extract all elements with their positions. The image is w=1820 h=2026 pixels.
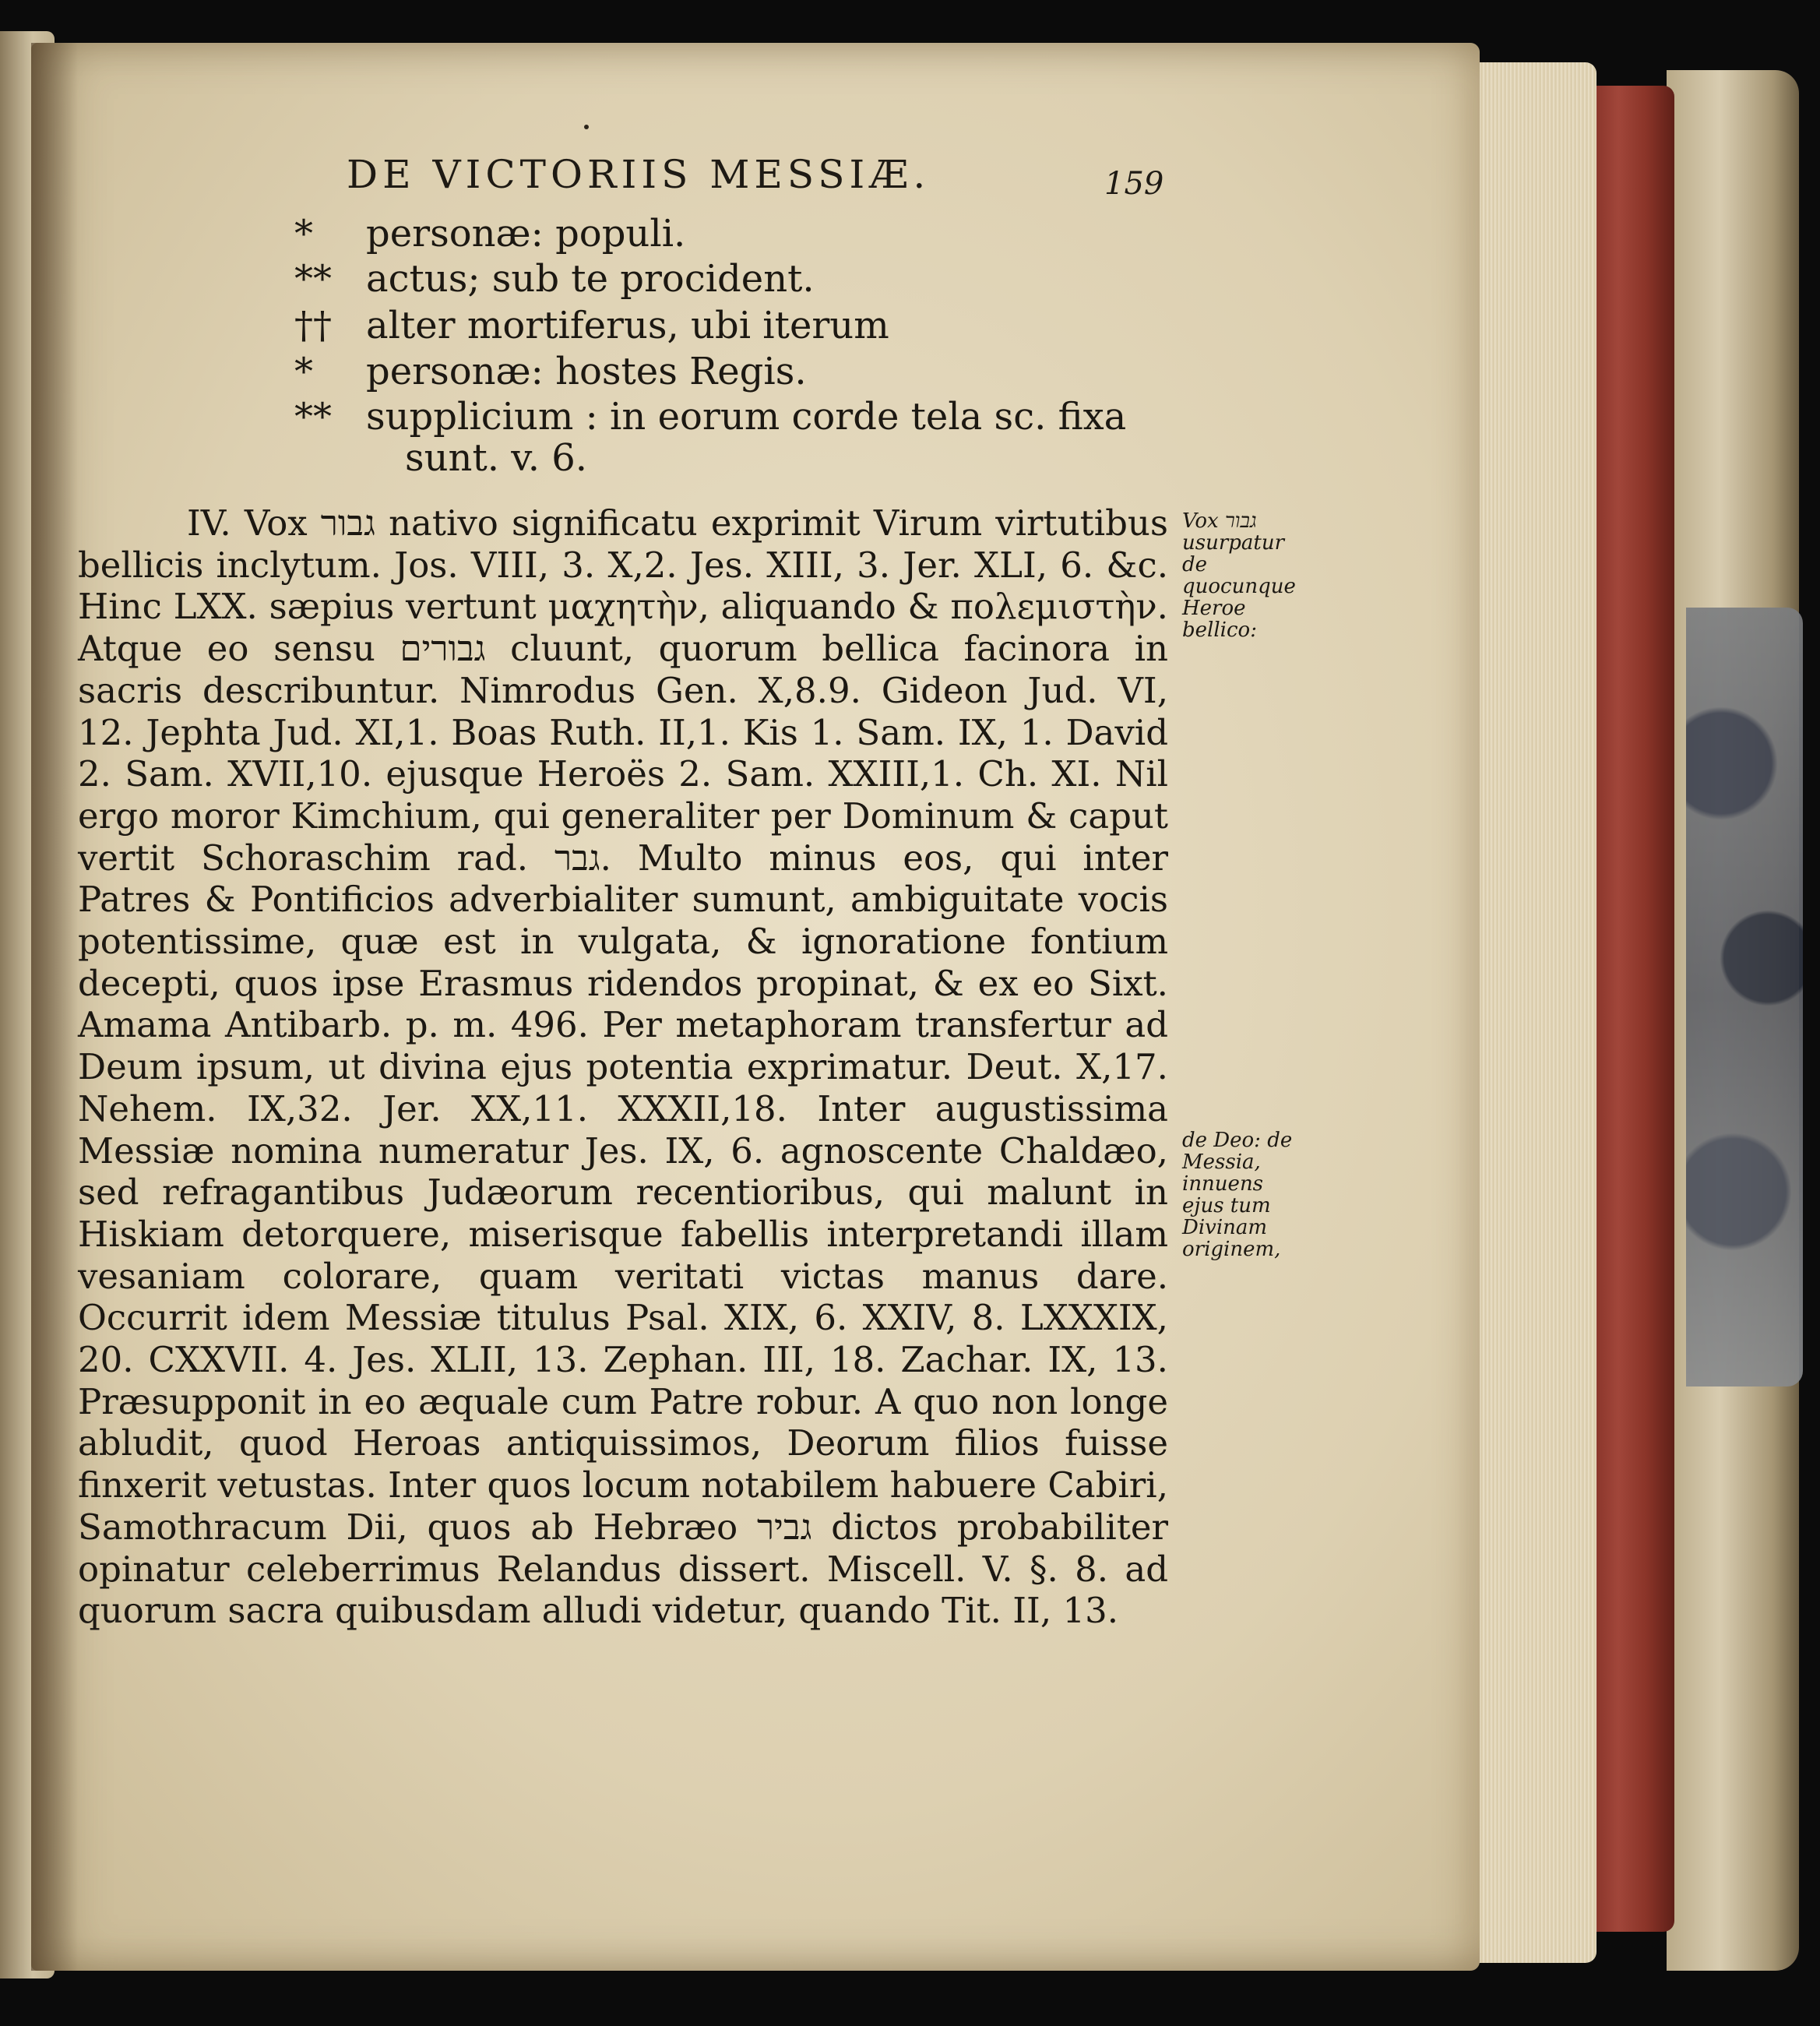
footnote-text: supplicium : in eorum corde tela sc. fixa: [366, 395, 1127, 439]
page-number: 159: [1104, 166, 1164, 202]
footnote-text: actus; sub te procident.: [366, 257, 815, 301]
footnote-text: personæ: populi.: [366, 212, 686, 255]
body-text-block: [78, 502, 1168, 1632]
footnote-line: [294, 255, 815, 302]
footnote-text: sunt. v. 6.: [405, 436, 587, 480]
body-paragraph: IV. Vox גבור nativo significatu exprimit Virum virtutibus bellicis inclytum. Jos. VIII, 3. X,2. Jes. XIII, 3. Jer. XLI, 6. &c. Hinc LXX. sæpius vertunt μαχητὴν, aliquando & πολεμιστὴν. Atque eo sensu גבורים cluunt, quorum bellica facinora in sacris describuntur. Nimrodus Gen. X,8.9. Gideon Jud. VI, 12. Jephta Jud. XI,1. Boas Ruth. II,1. Kis 1. Sam. IX, 1. David 2. Sam. XVII,10. ejusque Heroës 2. Sam. XXIII,1. Ch. XI. Nil ergo moror Kimchium, qui generaliter per Dominum & caput vertit Schoraschim rad. גבר. Multo minus eos, qui inter Patres & Pontificios adverbialiter sumunt, ambiguitate vocis potentissime, quæ est in vulgata, & ignoratione fontium decepti, quos ipse Erasmus ridendos propinat, & ex eo Sixt. Amama Antibarb. p. m. 496. Per metaphoram transfertur ad Deum ipsum, ut divina ejus potentia exprimatur. Deut. X,17. Nehem. IX,32. Jer. XX,11. XXXII,18. Inter augustissima Messiæ nomina numeratur Jes. IX, 6. agnoscente Chaldæo, sed refragantibus Judæorum recentioribus, qui malunt in Hiskiam detorquere, miserisque fabellis interpretandi illam vesaniam colorare, quam veritati victas manus dare. Occurrit idem Messiæ titulus Psal. XIX, 6. XXIV, 8. LXXXIX, 20. CXXVII. 4. Jes. XLII, 13. Zephan. III, 18. Zachar. IX, 13. Præsupponit in eo æquale cum Patre robur. A quo non longe abludit, quod Heroas antiquissimos, Deorum filios fuisse finxerit vetustas. Inter quos locum notabilem habuere Cabiri, Samothracum Dii, quos ab Hebræo גביר dictos probabiliter opinatur celeberrimus Relandus dissert. Miscell. V. §. 8. ad quorum sacra quibusdam alludi videtur, quando Tit. II, 13.: [78, 502, 1169, 1632]
footnote-line: [405, 435, 587, 481]
footnote-marker: **: [294, 257, 332, 301]
footnote-line: [294, 210, 685, 257]
page-block-edges: [1464, 62, 1596, 1963]
footnote-marker: *: [294, 212, 313, 255]
footnote-marker: **: [294, 395, 332, 439]
footnote-line: [294, 393, 1126, 440]
marbled-board: [1686, 608, 1803, 1386]
footnote-line: [294, 302, 889, 349]
footnote-line: [294, 348, 807, 395]
ink-speck: [584, 125, 589, 129]
page-gutter-shadow: [31, 43, 78, 1971]
footnote-marker: ††: [294, 304, 332, 347]
footnote-marker: *: [294, 350, 313, 393]
footnote-text: alter mortiferus, ubi iterum: [366, 304, 889, 347]
marginal-note-vox-gibbor: Vox גבור usurpatur de quocunque Heroe bellico:: [1182, 509, 1296, 642]
running-head: DE VICTORIIS MESSIÆ.: [347, 152, 931, 197]
marginal-note-de-deo: de Deo: de Messia, innuens ejus tum Divinam originem,: [1182, 1129, 1293, 1261]
footnote-text: personæ: hostes Regis.: [366, 350, 807, 393]
